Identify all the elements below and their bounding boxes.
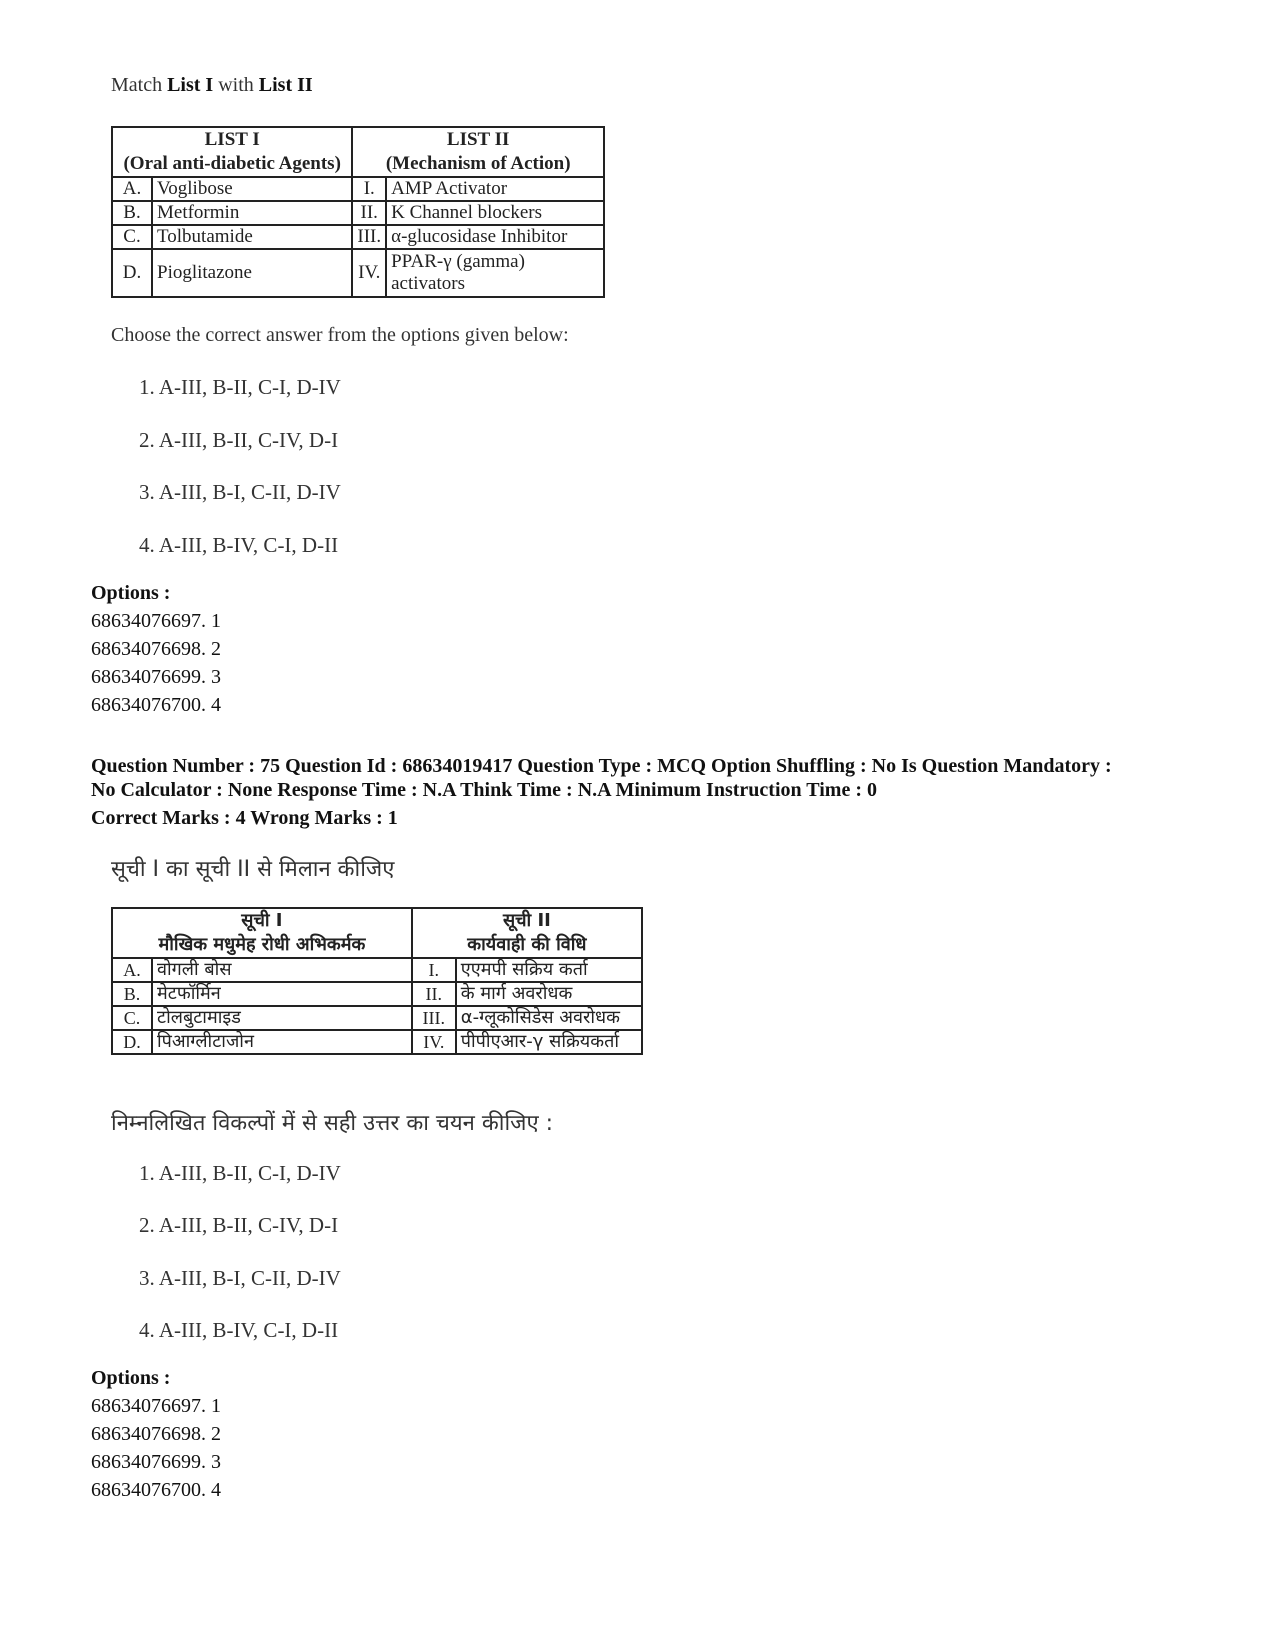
table-row: C. Tolbutamide III. α-glucosidase Inhibitor: [112, 225, 604, 249]
table-row: A. वोगली बोस I. एएमपी सक्रिय कर्ता: [112, 958, 642, 982]
q75-options: [91, 1364, 221, 1504]
option-id-2: 68634076698. 2: [91, 1423, 221, 1445]
q75-meta: [91, 754, 1241, 830]
q75-choice-2: 2. A-III, B-II, C-IV, D-I: [139, 1213, 339, 1237]
table-row: D. Pioglitazone IV. PPAR-γ (gamma) activators: [112, 249, 604, 297]
option-id-3: 68634076699. 3: [91, 1451, 221, 1473]
table-row: C. टोलबुटामाइड III. α-ग्लूकोसिडेस अवरोधक: [112, 1006, 642, 1030]
q75-choice-1: 1. A-III, B-II, C-I, D-IV: [139, 1161, 341, 1185]
list2-header: LIST II (Mechanism of Action): [352, 127, 604, 177]
question-meta-line-2: No Calculator : None Response Time : N.A Think Time : N.A Minimum Instruction Time : 0: [91, 779, 877, 801]
list1-header: सूची I मौखिक मधुमेह रोधी अभिकर्मक: [112, 908, 412, 958]
q75-choice-3: 3. A-III, B-I, C-II, D-IV: [139, 1266, 341, 1290]
q74-match-table: [111, 126, 605, 298]
options-label: Options :: [91, 582, 171, 604]
table-row: A. Voglibose I. AMP Activator: [112, 177, 604, 201]
q74-choice-2: 2. A-III, B-II, C-IV, D-I: [139, 428, 339, 452]
q75-choice-4: 4. A-III, B-IV, C-I, D-II: [139, 1318, 339, 1342]
option-id-1: 68634076697. 1: [91, 1395, 221, 1417]
q74-options: [91, 579, 221, 719]
table-row: B. मेटफॉर्मिन II. के मार्ग अवरोधक: [112, 982, 642, 1006]
q74-choice-1: 1. A-III, B-II, C-I, D-IV: [139, 375, 341, 399]
table-row: D. पिआग्लीटाजोन IV. पीपीएआर-γ सक्रियकर्ता: [112, 1030, 642, 1054]
q75-heading: सूची I का सूची II से मिलान कीजिए: [111, 857, 395, 882]
q75-match-table: [111, 907, 643, 1055]
marks-line: Correct Marks : 4 Wrong Marks : 1: [91, 807, 398, 829]
options-label: Options :: [91, 1367, 171, 1389]
table-row: B. Metformin II. K Channel blockers: [112, 201, 604, 225]
q74-choice-3: 3. A-III, B-I, C-II, D-IV: [139, 480, 341, 504]
q75-choose-text: निम्नलिखित विकल्पों में से सही उत्तर का चयन कीजिए :: [111, 1111, 554, 1136]
option-id-2: 68634076698. 2: [91, 638, 221, 660]
question-meta-line-1: Question Number : 75 Question Id : 68634019417 Question Type : MCQ Option Shuffling : No Is Question Mandatory :: [91, 755, 1112, 777]
q74-heading: Match List I with List II: [111, 74, 313, 96]
list2-header: सूची II कार्यवाही की विधि: [412, 908, 642, 958]
option-id-1: 68634076697. 1: [91, 610, 221, 632]
list1-header: LIST I (Oral anti-diabetic Agents): [112, 127, 352, 177]
option-id-4: 68634076700. 4: [91, 1479, 221, 1501]
option-id-3: 68634076699. 3: [91, 666, 221, 688]
q74-choose-text: Choose the correct answer from the options given below:: [111, 324, 569, 346]
option-id-4: 68634076700. 4: [91, 694, 221, 716]
q74-choice-4: 4. A-III, B-IV, C-I, D-II: [139, 533, 339, 557]
